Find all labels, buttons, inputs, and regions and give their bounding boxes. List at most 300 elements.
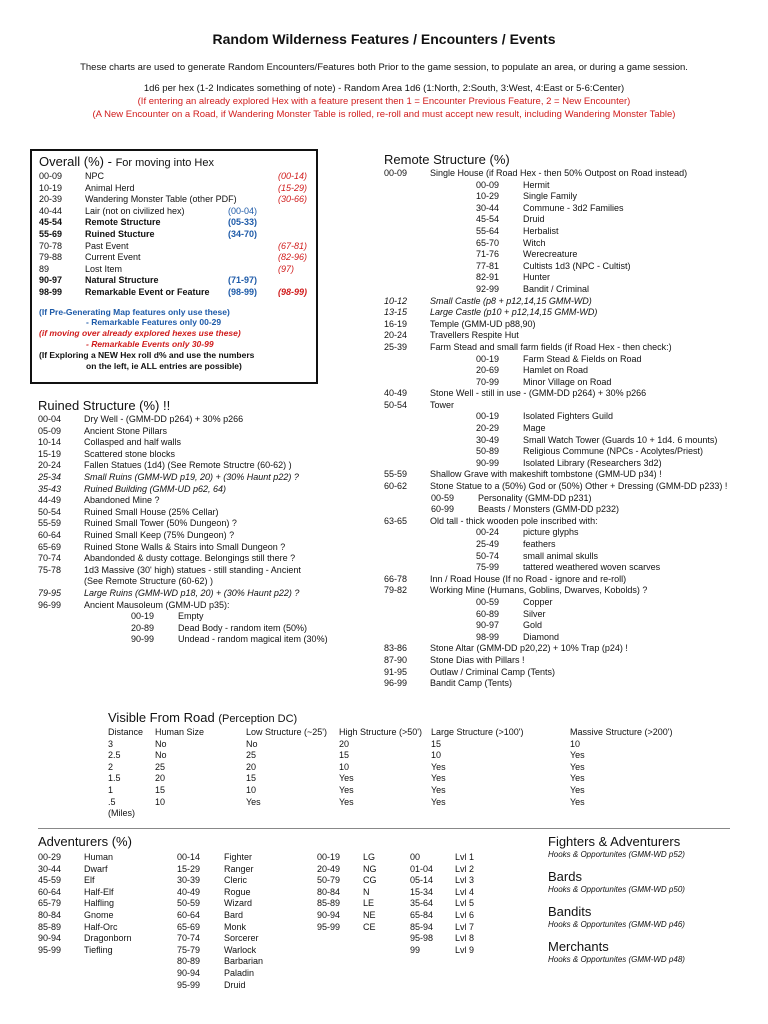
adventurers-value: Rogue xyxy=(224,886,251,897)
overall-range: 20-39 xyxy=(39,194,63,205)
overall-ref-alt: (00-14) xyxy=(278,171,308,181)
adventurers-table xyxy=(38,834,538,990)
adventurers-row xyxy=(317,852,377,864)
intro-text xyxy=(0,61,768,121)
intro-line-1: These charts are used to generate Random Encounters/Features both Prior to the game session, to populate an area, or during a game session. xyxy=(80,62,688,73)
remote-sub-text: Hamlet on Road xyxy=(523,365,589,376)
adventurers-range: 30-44 xyxy=(38,863,62,874)
adventurers-range: 35-64 xyxy=(410,898,434,909)
remote-range: 40-49 xyxy=(384,388,408,399)
ruined-sub-text: Undead - random magical item (30%) xyxy=(178,634,328,645)
remote-row xyxy=(384,678,754,690)
overall-ref xyxy=(228,241,278,253)
remote-sub-text: Small Watch Tower (Guards 10 + 1d4. 6 mounts) xyxy=(523,434,718,445)
adventurers-row xyxy=(177,852,263,864)
remote-heading: Remote Structure (%) xyxy=(384,152,510,167)
adventurers-range: 70-74 xyxy=(177,933,201,944)
remote-text: Stone Dias with Pillars ! xyxy=(430,654,525,665)
overall-label: Past Event xyxy=(85,240,129,251)
visible-cell: 10 xyxy=(431,750,442,761)
adventurers-levels xyxy=(410,852,474,956)
ruined-subrow xyxy=(131,611,378,623)
overall-range: 70-78 xyxy=(39,240,63,251)
adventurers-value: Lvl 7 xyxy=(455,921,475,932)
adventurers-range: 00-29 xyxy=(38,852,62,862)
remote-structure-table xyxy=(384,152,754,690)
ruined-range: 00-04 xyxy=(38,414,62,424)
remote-text: Single House (if Road Hex - then 50% Outpost on Road instead) xyxy=(430,168,688,178)
visible-cell: 15 xyxy=(431,738,442,749)
adventurers-value: Lvl 6 xyxy=(455,909,475,920)
overall-label: Wandering Monster Table (other PDF) xyxy=(85,194,237,205)
adventurers-range: 80-84 xyxy=(38,909,62,920)
overall-ref xyxy=(228,252,278,264)
adventurers-value: Half-Orc xyxy=(84,921,118,932)
adventurers-range: 85-89 xyxy=(38,921,62,932)
remote-subrow xyxy=(476,609,754,621)
visible-cell: Yes xyxy=(246,796,261,807)
remote-sub-range: 45-54 xyxy=(476,214,500,225)
remote-sub-range: 65-70 xyxy=(476,237,500,248)
remote-row xyxy=(384,168,754,180)
remote-sub-range: 90-97 xyxy=(476,620,500,631)
adventurers-row xyxy=(177,922,263,934)
hook-title: Merchants xyxy=(548,939,609,954)
visible-from-road-table xyxy=(108,710,748,820)
adventurers-value: Lvl 8 xyxy=(455,933,475,944)
ruined-text: Ancient Mausoleum (GMM-UD p35): xyxy=(84,599,230,610)
adventurers-range: 65-79 xyxy=(38,898,62,909)
remote-sub-text: Hunter xyxy=(523,272,551,283)
visible-cell xyxy=(155,808,246,820)
overall-note-2: - Remarkable Features only 00-29 xyxy=(86,317,222,328)
remote-sub-text: feathers xyxy=(523,539,556,549)
overall-row xyxy=(39,252,316,264)
adventurers-range: 50-79 xyxy=(317,875,341,886)
adventurers-heading: Adventurers (%) xyxy=(38,834,132,849)
ruined-text: Dry Well - (GMM-DD p264) + 30% p266 xyxy=(84,414,244,424)
remote-sub-text: Religious Commune (NPCs - Acolytes/Priest) xyxy=(523,446,704,457)
remote-range: 60-62 xyxy=(384,481,408,492)
remote-text: Shallow Grave with makeshift tombstone (GMM-UD p34) ! xyxy=(430,469,662,480)
ruined-range: 50-54 xyxy=(38,506,62,517)
remote-subrow xyxy=(476,180,754,192)
overall-heading: Overall (%) - For moving into Hex xyxy=(39,154,214,169)
ruined-row xyxy=(38,437,378,449)
remote-range: 13-15 xyxy=(384,307,408,318)
ruined-range: 25-34 xyxy=(38,471,62,482)
remote-row xyxy=(384,400,754,412)
remote-sub-text: Beasts / Monsters (GMM-DD p232) xyxy=(478,504,620,515)
adventurers-value: Fighter xyxy=(224,852,253,862)
remote-sub-text: Druid xyxy=(523,214,545,225)
adventurers-range: 85-89 xyxy=(317,898,341,909)
overall-range: 10-19 xyxy=(39,182,63,193)
remote-sub-text: Commune - 3d2 Families xyxy=(523,202,624,213)
ruined-range: 05-09 xyxy=(38,425,62,436)
ruined-sub-text: Dead Body - random item (50%) xyxy=(178,622,308,633)
adventurers-value: Lvl 1 xyxy=(455,852,475,862)
ruined-text: Ruined Small Tower (50% Dungeon) ? xyxy=(84,518,237,529)
visible-row xyxy=(108,762,720,774)
adventurers-range: 80-89 xyxy=(177,956,201,967)
ruined-structure-table xyxy=(38,398,378,646)
visible-cell: 2.5 xyxy=(108,750,121,761)
adventurers-row xyxy=(38,887,132,899)
adventurers-value: N xyxy=(363,886,370,897)
adventurers-range: 00 xyxy=(410,852,421,862)
adventurers-row xyxy=(38,852,132,864)
visible-cell: No xyxy=(246,738,258,749)
ruined-sub-text: Empty xyxy=(178,611,204,622)
intro-line-3: (If entering an already explored Hex with a feature present then 1 = Encounter Previous Feature, 2 = New Encounter) xyxy=(137,96,631,107)
adventurers-range: 99 xyxy=(410,944,421,955)
ruined-text: Ruined Stone Walls & Stairs into Small Dungeon ? xyxy=(84,541,286,552)
ruined-row xyxy=(38,472,378,484)
hook-title: Fighters & Adventurers xyxy=(548,834,681,849)
visible-cell xyxy=(339,808,431,820)
remote-subrow xyxy=(476,354,754,366)
visible-cell xyxy=(570,808,720,820)
ruined-range: 10-14 xyxy=(38,437,62,448)
remote-range: 96-99 xyxy=(384,678,408,689)
overall-row xyxy=(39,183,316,195)
adventurers-row xyxy=(177,910,263,922)
visible-cell: No xyxy=(155,750,167,761)
remote-text: Inn / Road House (If no Road - ignore and re-roll) xyxy=(430,573,627,584)
remote-row xyxy=(384,585,754,597)
ruined-text: Ancient Stone Pillars xyxy=(84,425,168,436)
overall-range: 40-44 xyxy=(39,205,63,216)
adventurers-row xyxy=(38,898,132,910)
overall-label: NPC xyxy=(85,171,105,181)
remote-sub-range: 20-69 xyxy=(476,365,500,376)
ruined-range: 55-59 xyxy=(38,518,62,529)
remote-sub-range: 00-59 xyxy=(476,596,500,607)
remote-sub-text: Hermit xyxy=(523,179,550,190)
overall-row xyxy=(39,206,316,218)
adventurers-range: 90-94 xyxy=(317,909,341,920)
adventurers-row xyxy=(317,922,377,934)
adventurers-row xyxy=(177,887,263,899)
visible-cell: 15 xyxy=(246,773,257,784)
visible-cell: Yes xyxy=(570,796,585,807)
remote-subrows xyxy=(384,180,754,296)
visible-heading: Visible From Road (Perception DC) xyxy=(108,710,298,725)
ruined-range: 44-49 xyxy=(38,495,62,506)
remote-range: 00-09 xyxy=(384,168,408,178)
remote-text: Stone Statue to a (50%) God or (50%) Other + Dressing (GMM-DD p233) ! xyxy=(430,481,728,492)
overall-range: 98-99 xyxy=(39,286,63,297)
ruined-range: 75-78 xyxy=(38,564,62,575)
remote-subrow xyxy=(476,620,754,632)
hook-subtitle: Hooks & Opportunites (GMM-WD p48) xyxy=(548,955,685,964)
remote-sub-text: tattered weathered woven scarves xyxy=(523,562,661,573)
remote-subrow xyxy=(431,504,754,516)
visible-row xyxy=(108,773,720,785)
visible-cell: 1 xyxy=(108,784,114,795)
ruined-text: Scattered stone blocks xyxy=(84,448,176,459)
remote-row xyxy=(384,296,754,308)
adventurers-range: 60-64 xyxy=(177,909,201,920)
remote-sub-text: Minor Village on Road xyxy=(523,376,612,387)
overall-row xyxy=(39,287,316,299)
ruined-range: 79-95 xyxy=(38,587,62,598)
remote-sub-text: Gold xyxy=(523,620,543,631)
remote-text: Stone Well - still in use - (GMM-DD p264) + 30% p266 xyxy=(430,388,647,399)
remote-text: Small Castle (p8 + p12,14,15 GMM-WD) xyxy=(430,295,592,306)
remote-range: 63-65 xyxy=(384,515,408,526)
ruined-text: Ruined Small House (25% Cellar) xyxy=(84,506,219,517)
adventurers-value: Lvl 3 xyxy=(455,875,475,886)
adventurers-row xyxy=(177,968,263,980)
adventurers-range: 90-94 xyxy=(177,967,201,978)
ruined-row xyxy=(38,460,378,472)
ruined-text: Collasped and half walls xyxy=(84,437,182,448)
adventurers-row xyxy=(177,956,263,968)
remote-sub-range: 00-19 xyxy=(476,411,500,422)
adventurers-row xyxy=(317,864,377,876)
adventurers-value: Barbarian xyxy=(224,956,264,967)
adventurers-row xyxy=(177,945,263,957)
visible-row xyxy=(108,739,720,751)
ruined-row xyxy=(38,426,378,438)
adventurers-row xyxy=(410,898,474,910)
visible-cell: Yes xyxy=(339,796,354,807)
remote-sub-range: 10-29 xyxy=(476,191,500,202)
visible-cell xyxy=(246,808,339,820)
remote-text: Old tall - thick wooden pole inscribed with: xyxy=(430,515,598,526)
visible-cell: 20 xyxy=(155,773,166,784)
visible-table xyxy=(108,727,720,820)
visible-row xyxy=(108,785,720,797)
overall-row xyxy=(39,275,316,287)
remote-range: 25-39 xyxy=(384,341,408,352)
overall-range: 89 xyxy=(39,263,50,274)
visible-cell: Yes xyxy=(570,784,585,795)
overall-ref-alt: (15-29) xyxy=(278,182,308,193)
ruined-text: 1d3 Massive (30' high) statues - still standing - Ancient xyxy=(84,564,301,575)
remote-sub-text: Personality (GMM-DD p231) xyxy=(478,492,592,503)
overall-ref: (00-04) xyxy=(228,205,258,216)
visible-cell: No xyxy=(155,738,167,749)
ruined-text: Ruined Small Keep (75% Dungeon) ? xyxy=(84,529,235,540)
overall-ref: (34-70) xyxy=(228,228,258,239)
remote-text: Farm Stead and small farm fields (if Road Hex - then check:) xyxy=(430,341,672,352)
remote-row xyxy=(384,667,754,679)
visible-row xyxy=(108,808,720,820)
adventurers-value: Half-Elf xyxy=(84,886,114,897)
visible-row xyxy=(108,750,720,762)
overall-range: 00-09 xyxy=(39,171,63,181)
overall-label: Lair (not on civilized hex) xyxy=(85,205,185,216)
ruined-subrows xyxy=(38,611,378,646)
ruined-text: Abandoned Mine ? xyxy=(84,495,160,506)
adventurers-value: Gnome xyxy=(84,909,114,920)
remote-sub-range: 30-44 xyxy=(476,202,500,213)
ruined-text: Large Ruins (GMM-WD p18, 20) + (30% Haunt p22) ? xyxy=(84,587,300,598)
adventurers-value: Warlock xyxy=(224,944,257,955)
remote-subrow xyxy=(476,249,754,261)
hook-subtitle: Hooks & Opportunites (GMM-WD p50) xyxy=(548,885,685,894)
remote-subrow xyxy=(431,493,754,505)
remote-subrow xyxy=(476,562,754,574)
hooks-list xyxy=(548,834,748,974)
overall-ref-alt xyxy=(278,275,328,287)
remote-sub-range: 82-91 xyxy=(476,272,500,283)
ruined-subrow xyxy=(131,634,378,646)
overall-note-4: - Remarkable Events only 30-99 xyxy=(86,338,214,349)
ruined-range: 96-99 xyxy=(38,599,62,610)
visible-column-header: Distance xyxy=(108,727,144,737)
adventurers-row xyxy=(410,887,474,899)
remote-subrow xyxy=(476,238,754,250)
adventurers-value: Human xyxy=(84,852,114,862)
ruined-range: 35-43 xyxy=(38,483,62,494)
adventurers-range: 95-98 xyxy=(410,933,434,944)
visible-cell: 15 xyxy=(339,750,350,761)
ruined-text: (See Remote Structure (60-62) ) xyxy=(84,576,214,587)
remote-text: Outlaw / Criminal Camp (Tents) xyxy=(430,666,556,677)
overall-row xyxy=(39,241,316,253)
remote-sub-range: 92-99 xyxy=(476,283,500,294)
overall-ref: (71-97) xyxy=(228,275,258,286)
adventurers-value: Sorcerer xyxy=(224,933,259,944)
adventurers-range: 20-49 xyxy=(317,863,341,874)
remote-sub-range: 50-74 xyxy=(476,550,500,561)
remote-sub-text: Diamond xyxy=(523,631,560,642)
ruined-row xyxy=(38,414,378,426)
visible-cell xyxy=(431,808,570,820)
remote-text: Tower xyxy=(430,399,455,410)
remote-sub-text: Werecreature xyxy=(523,249,578,260)
adventurers-alignments xyxy=(317,852,377,933)
ruined-row xyxy=(38,495,378,507)
visible-cell: 10 xyxy=(339,761,350,772)
adventurers-row xyxy=(317,898,377,910)
visible-body xyxy=(108,739,720,820)
remote-range: 87-90 xyxy=(384,654,408,665)
ruined-heading: Ruined Structure (%) !! xyxy=(38,398,171,413)
visible-cell: .5 xyxy=(108,796,116,807)
remote-subrow xyxy=(476,284,754,296)
ruined-row xyxy=(38,542,378,554)
overall-row xyxy=(39,264,316,276)
remote-range: 91-95 xyxy=(384,666,408,677)
overall-row xyxy=(39,194,316,206)
adventurers-row xyxy=(410,922,474,934)
adventurers-value: Ranger xyxy=(224,863,254,874)
remote-row xyxy=(384,655,754,667)
adventurers-value: Druid xyxy=(224,979,246,990)
remote-subrow xyxy=(476,226,754,238)
remote-sub-text: Bandit / Criminal xyxy=(523,283,590,294)
overall-note-5: (If Exploring a NEW Hex roll d% and use the numbers xyxy=(39,349,255,360)
visible-cell: 3 xyxy=(108,738,114,749)
adventurers-row xyxy=(38,945,132,957)
remote-subrows xyxy=(384,354,754,389)
remote-sub-text: picture glyphs xyxy=(523,527,579,538)
adventurers-value: Wizard xyxy=(224,898,253,909)
remote-sub-range: 60-99 xyxy=(431,504,455,515)
adventurers-value: NE xyxy=(363,909,376,920)
remote-row xyxy=(384,643,754,655)
remote-range: 16-19 xyxy=(384,318,408,329)
adventurers-row xyxy=(317,887,377,899)
adventurers-value: LG xyxy=(363,852,376,862)
remote-subrow xyxy=(476,597,754,609)
visible-cell: Yes xyxy=(339,773,354,784)
overall-row xyxy=(39,171,316,183)
ruined-range xyxy=(38,576,84,588)
remote-sub-range: 30-49 xyxy=(476,434,500,445)
adventurers-value: Tiefling xyxy=(84,944,113,955)
visible-cell: 15 xyxy=(155,784,166,795)
remote-subrow xyxy=(476,551,754,563)
hook-title: Bards xyxy=(548,869,582,884)
adventurers-row xyxy=(177,898,263,910)
visible-cell: (Miles) xyxy=(108,808,135,819)
overall-note-1: (If Pre-Generating Map features only use these) xyxy=(39,306,230,317)
visible-column-header: Low Structure (~25') xyxy=(246,727,328,737)
overall-note-3: (if moving over already explored hexes use these) xyxy=(39,328,241,339)
adventurers-range: 00-19 xyxy=(317,852,341,862)
overall-table xyxy=(30,149,318,384)
remote-row xyxy=(384,469,754,481)
overall-row xyxy=(39,229,316,241)
ruined-range: 15-19 xyxy=(38,448,62,459)
page-title: Random Wilderness Features / Encounters / Events xyxy=(212,31,556,47)
visible-cell: 1.5 xyxy=(108,773,121,784)
intro-line-2: 1d6 per hex (1-2 Indicates something of note) - Random Area 1d6 (1:North, 2:South, 3:West, 4:East or 5-6:Center) xyxy=(143,83,625,94)
adventurers-range: 90-94 xyxy=(38,933,62,944)
remote-row xyxy=(384,388,754,400)
ruined-sub-range: 90-99 xyxy=(131,634,155,645)
remote-range: 66-78 xyxy=(384,573,408,584)
ruined-row xyxy=(38,553,378,565)
remote-sub-range: 75-99 xyxy=(476,562,500,573)
ruined-row xyxy=(38,507,378,519)
hook-title: Bandits xyxy=(548,904,592,919)
adventurers-value: Lvl 4 xyxy=(455,886,475,897)
remote-subrows xyxy=(384,527,754,573)
visible-cell: 10 xyxy=(246,784,257,795)
overall-label: Lost Item xyxy=(85,263,123,274)
adventurers-value: Dragonborn xyxy=(84,933,132,944)
remote-subrow xyxy=(476,377,754,389)
remote-subrow xyxy=(476,203,754,215)
ruined-row xyxy=(38,449,378,461)
ruined-text: Small Ruins (GMM-WD p19, 20) + (30% Haunt p22) ? xyxy=(84,471,299,482)
visible-cell: 10 xyxy=(570,738,581,749)
adventurers-value: Lvl 9 xyxy=(455,944,475,955)
overall-ref xyxy=(228,264,278,276)
overall-range: 45-54 xyxy=(39,217,63,228)
remote-range: 55-59 xyxy=(384,469,408,480)
remote-subrow xyxy=(476,458,754,470)
remote-subrow xyxy=(476,261,754,273)
overall-ref xyxy=(228,171,278,183)
remote-row xyxy=(384,307,754,319)
visible-cell: 25 xyxy=(246,750,257,761)
remote-sub-range: 60-89 xyxy=(476,608,500,619)
visible-row xyxy=(108,797,720,809)
overall-note-6: on the left, ie ALL entries are possible) xyxy=(86,360,242,371)
remote-subrow xyxy=(476,527,754,539)
overall-range: 79-88 xyxy=(39,252,63,263)
overall-label: Remote Structure xyxy=(85,217,161,228)
remote-range: 20-24 xyxy=(384,330,408,341)
